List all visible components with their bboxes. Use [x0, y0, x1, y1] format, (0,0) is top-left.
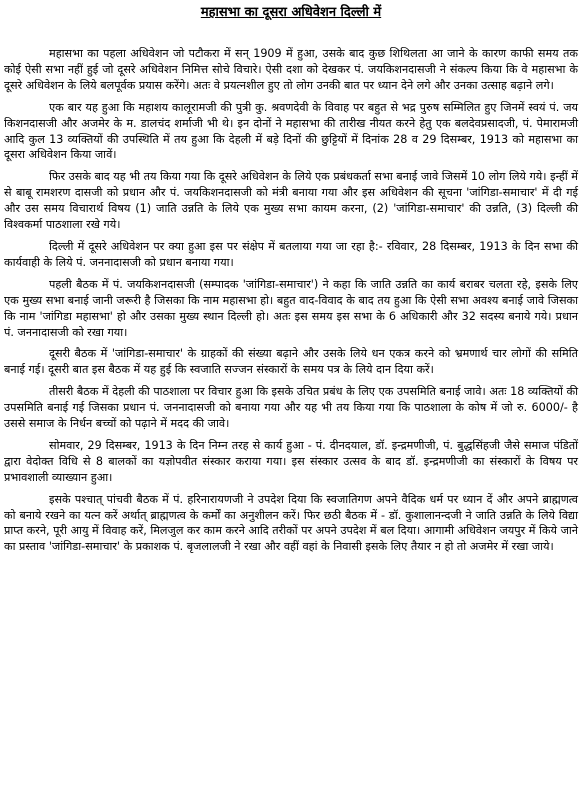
paragraph-3: फिर उसके बाद यह भी तय किया गया कि दूसरे अधिवेशन के लिये एक प्रबंधकर्ता सभा बनाई जावे जिसमें 10 लोग लिये गये। इन्हीं में से बाबू रामशरण दासजी को प्रधान और पं. जयकिशनदासजी को मंत्री बनाया गया और इस अधिवेशन की सूचना 'जांगिडा-समाचार' में दी गई और उस समय विचारार्थ विषय (1) जाति उन्नति के लिये एक मुख्य सभा कायम करना, (2) 'जांगिडा-समाचार' की उन्नति, (3) दिल्ली की विश्वकर्मा पाठशाला रखे गये।	[4, 170, 578, 232]
paragraph-9: इसके पश्चात् पांचवी बैठक में पं. हरिनारायणजी ने उपदेश दिया कि स्वजातिगण अपने वैदिक धर्म पर ध्यान दें और अपने ब्राह्मणत्व को बनाये रखने का यत्न करें अर्थात् ब्राह्मणत्व के कर्मों का अनुशीलन करें। फिर छठी बैठक में - डॉ. कुशालानन्दजी ने जाति उन्नति के लिये विद्या प्राप्त करने, पूरी आयु में विवाह करें, मिलजुल कर काम करने आदि तरीकों पर अपने उपदेश में बल दिया। आगामी अधिवेशन जयपुर में किये जाने का प्रस्ताव 'जांगिडा-समाचार' के प्रकाशक पं. बृजलालजी ने रखा और वहीं वहां के निवासी इसके लिए तैयार न हो तो अजमेर में रखा जाये।	[4, 492, 578, 554]
page-title: महासभा का दूसरा अधिवेशन दिल्ली में	[200, 5, 382, 20]
paragraph-8: सोमवार, 29 दिसम्बर, 1913 के दिन निम्न तरह से कार्य हुआ - पं. दीनदयाल, डॉ. इन्द्रमणीजी, पं. बुद्धसिंहजी जैसे समाज पंडितों द्वारा वेदोक्त विधि से 8 बालकों का यज्ञोपवीत संस्कार कराया गया। इस संस्कार उत्सव के बाद डॉ. इन्द्रमणीजी का संस्कारों के विषय पर प्रभावशाली व्याख्यान हुआ।	[4, 438, 578, 484]
paragraph-7: तीसरी बैठक में देहली की पाठशाला पर विचार हुआ कि इसके उचित प्रबंध के लिए एक उपसमिति बनाई जावे। अतः 18 व्यक्तियों की उपसमिति बनाई गई जिसका प्रधान पं. जननादासजी को बनाया गया और यह भी तय किया गया कि पाठशाला के कोष में जो रु. 6000/- है उससे समाज के निर्धन बच्चों को पढ़ाने में मदद की जावे।	[4, 385, 578, 431]
paragraph-2: एक बार यह हुआ कि महाशय कालूरामजी की पुत्री कु. श्रवणदेवी के विवाह पर बहुत से भद्र पुरुष सम्मिलित हुए जिनमें स्वयं पं. जय किशनदासजी और अजमेर के म. डालचंद शर्माजी भी थे। इन दोनों ने महासभा की तारीख नीयत करने हेतु एक बलदेवप्रसादजी, पं. पेमारामजी आदि कुल 13 व्यक्तियों की उपस्थिति में तय हुआ कि देहली में बड़े दिनों की छुट्टियों में दिनांक 28 व 29 दिसम्बर, 1913 को महासभा का दूसरा अधिवेशन किया जावें।	[4, 100, 578, 162]
paragraph-1: महासभा का पहला अधिवेशन जो पटौकरा में सन् 1909 में हुआ, उसके बाद कुछ शिथिलता आ जाने के कारण काफी समय तक कोई ऐसी सभा नहीं हुई जो दूसरे अधिवेशन निमित्त सोचे विचारे। ऐसी दशा को देखकर पं. जयकिशनदासजी ने संकल्प किया कि वे महासभा के दूसरे अधिवेशन के लिये बलपूर्वक प्रयास करेंगे। अतः वे प्रयत्नशील हुए तो लोग उनकी बात पर ध्यान देने लगे और उनका उत्साह बढ़ाने लगे।	[4, 47, 578, 92]
paragraph-4: दिल्ली में दूसरे अधिवेशन पर क्या हुआ इस पर संक्षेप में बतलाया गया जा रहा है:- रविवार, 28 दिसम्बर, 1913 के दिन सभा की कार्यवाही के लिये पं. जननादासजी को प्रधान बनाया गया।	[4, 239, 578, 269]
paragraph-6: दूसरी बैठक में 'जांगिडा-समाचार' के ग्राहकों की संख्या बढ़ाने और उसके लिये धन एकत्र करने को भ्रमणार्थ चार लोगों की समिति बनाई गई। दूसरी बात इस बैठक में यह हुई कि स्वजाति सज्जन संस्कारों के समय पत्र के लिये दान दिया करें।	[4, 347, 578, 377]
paragraph-5: पहली बैठक में पं. जयकिशनदासजी (सम्पादक 'जांगिडा-समाचार') ने कहा कि जाति उन्नति का कार्य बराबर चलता रहे, इसके लिए एक मुख्य सभा बनाई जानी जरूरी है जिसका कि नाम महासभा हो। बहुत वाद-विवाद के बाद तय हुआ कि ऐसी सभा अवश्य बनाई जावे जिसका कि नाम 'जांगिडा महासभा' हो और उसका मुख्य स्थान दिल्ली हो। अतः इस समय इस सभा के 6 अधिकारी और 32 सदस्य बनाये गये। प्रधान पं. जननादासजी को रखा गया।	[4, 277, 578, 339]
